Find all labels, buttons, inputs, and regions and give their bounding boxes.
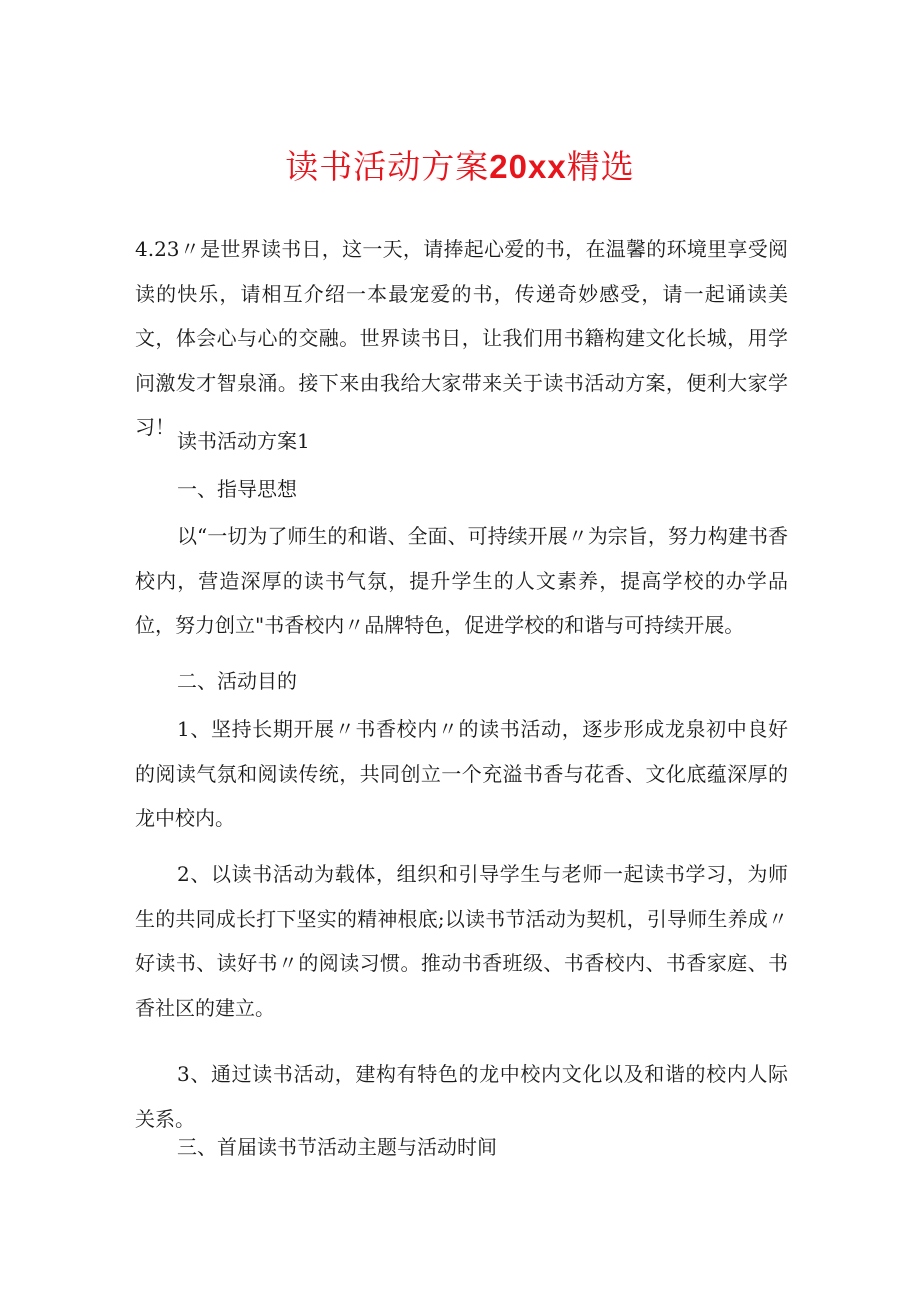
goal-1-paragraph: 1、坚持长期开展〃书香校内〃的读书活动，逐步形成龙泉初中良好的阅读气氛和阅读传统，共同创立一个充溢书香与花香、文化底蕴深厚的龙中校内。 bbox=[135, 717, 788, 830]
section-3-heading: 三、首届读书节活动主题与活动时间 bbox=[177, 1135, 497, 1159]
goal-3-paragraph: 3、通过读书活动，建构有特色的龙中校内文化以及和谐的校内人际关系。 bbox=[135, 1062, 788, 1131]
title-tail: 精选 bbox=[566, 147, 635, 186]
plan-heading: 读书活动方案1 bbox=[177, 429, 310, 453]
title-year: 20xx bbox=[489, 148, 567, 185]
section-1-heading: 一、指导思想 bbox=[177, 477, 297, 501]
intro-paragraph: 4.23〃是世界读书日，这一天，请捧起心爱的书，在温馨的环境里享受阅读的快乐，请相互介绍一本最宠爱的书，传递奇妙感受，请一起诵读美文，体会心与心的交融。世界读书日，让我们用书籍构建文化长城，用学问激发才智泉涌。接下来由我给大家带来关于读书活动方案，便利大家学习！ bbox=[135, 237, 788, 439]
goal-2-paragraph: 2、以读书活动为载体，组织和引导学生与老师一起读书学习，为师生的共同成长打下坚实的精神根底;以读书节活动为契机，引导师生养成〃好读书、读好书〃的阅读习惯。推动书香班级、书香校内、书香家庭、书香社区的建立。 bbox=[135, 862, 788, 1020]
section-2-heading: 二、活动目的 bbox=[177, 669, 297, 693]
document-title bbox=[0, 142, 920, 192]
title-main: 读书活动方案 bbox=[285, 147, 490, 186]
section-1-body: 以“一切为了师生的和谐、全面、可持续开展〃为宗旨，努力构建书香校内，营造深厚的读书气氛，提升学生的人文素养，提高学校的办学品位，努力创立"书香校内〃品牌特色，促进学校的和谐与可持续开展。 bbox=[135, 524, 788, 637]
